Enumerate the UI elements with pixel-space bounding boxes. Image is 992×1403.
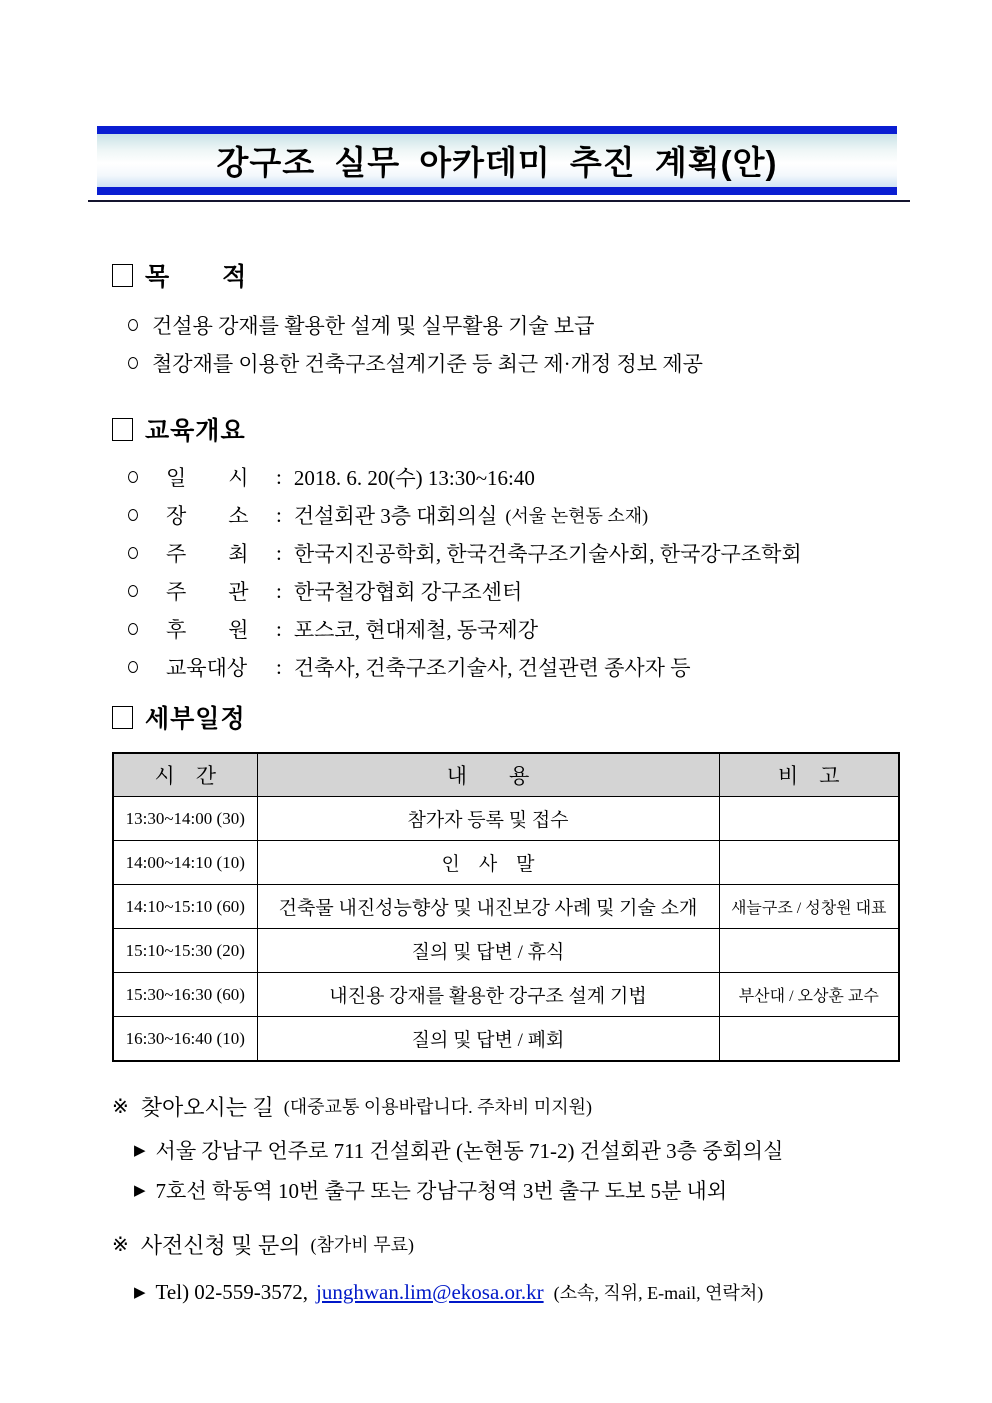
overview-item-value: 한국철강협회 강구조센터	[293, 580, 523, 604]
section-heading-schedule	[112, 702, 902, 732]
overview-item-colon: :	[276, 578, 282, 603]
directions-note: (대중교통 이용바랍니다. 주차비 미지원)	[283, 1097, 592, 1117]
overview-item-value: 2018. 6. 20(수) 13:30~16:40	[293, 466, 535, 490]
overview-item-value: 포스코, 현대제철, 동국제강	[293, 618, 538, 642]
registration-header	[112, 1228, 902, 1260]
overview-item	[128, 610, 902, 648]
section-purpose	[112, 260, 902, 382]
overview-item-label: 주 관	[166, 580, 249, 604]
remark-cell	[719, 1017, 899, 1062]
email-link[interactable]: junghwan.lim@ekosa.or.kr	[316, 1279, 544, 1304]
section-heading-purpose	[112, 260, 902, 290]
table-row	[113, 929, 899, 973]
section-registration	[112, 1228, 902, 1312]
circle-bullet-icon	[128, 585, 138, 597]
circle-bullet-icon	[128, 509, 138, 521]
remark-cell	[719, 797, 899, 841]
table-row	[113, 973, 899, 1017]
bullet-text: 건설용 강재를 활용한 설계 및 실무활용 기술 보급	[152, 314, 595, 338]
table-header-cell: 시 간	[113, 753, 257, 797]
directions-title: 찾아오시는 길	[140, 1094, 274, 1120]
purpose-bullet-item	[128, 306, 902, 344]
section-heading-overview	[112, 414, 902, 444]
arrow-bullet-icon: ▶	[134, 1142, 146, 1159]
remark-cell	[719, 841, 899, 885]
overview-item-label: 장 소	[166, 504, 249, 528]
table-header-cell: 내 용	[257, 753, 719, 797]
bullet-text: 철강재를 이용한 건축구조설계기준 등 최근 제·개정 정보 제공	[152, 352, 703, 376]
content-cell: 질의 및 답변 / 폐회	[257, 1017, 719, 1062]
table-row	[113, 885, 899, 929]
circle-bullet-icon	[128, 319, 138, 331]
reference-mark-icon: ※	[112, 1095, 129, 1118]
overview-item-colon: :	[276, 616, 282, 641]
arrow-bullet-icon: ▶	[134, 1284, 146, 1301]
section-title: 교육개요	[145, 417, 246, 445]
overview-item-label: 일 시	[166, 466, 249, 490]
direction-line	[134, 1130, 902, 1170]
table-row	[113, 797, 899, 841]
direction-line-list	[112, 1130, 902, 1210]
table-row	[113, 1017, 899, 1062]
table-header-cell: 비 고	[719, 753, 899, 797]
circle-bullet-icon	[128, 661, 138, 673]
overview-item-colon: :	[276, 654, 282, 679]
registration-title: 사전신청 및 문의	[140, 1232, 301, 1258]
square-bullet-icon	[112, 264, 133, 287]
overview-item	[128, 458, 902, 496]
remark-cell	[719, 929, 899, 973]
contact-line	[112, 1272, 902, 1312]
arrow-bullet-icon: ▶	[134, 1182, 146, 1199]
remark-cell: 부산대 / 오상훈 교수	[719, 973, 899, 1017]
overview-item-colon: :	[276, 464, 282, 489]
purpose-bullet-item	[128, 344, 902, 382]
overview-item-note: (서울 논현동 소재)	[505, 506, 649, 526]
circle-bullet-icon	[128, 357, 138, 369]
banner-underline	[88, 200, 910, 202]
table-header-row	[113, 753, 899, 797]
page-title: 강구조 실무 아카데미 추진 계획(안)	[216, 144, 778, 181]
section-title: 세부일정	[145, 705, 246, 733]
square-bullet-icon	[112, 706, 133, 729]
content-cell: 참가자 등록 및 접수	[257, 797, 719, 841]
direction-line-text: 7호선 학동역 10번 출구 또는 강남구청역 3번 출구 도보 5분 내외	[155, 1179, 728, 1203]
time-cell: 13:30~14:00 (30)	[113, 797, 257, 841]
directions-header	[112, 1090, 902, 1122]
direction-line-text: 서울 강남구 언주로 711 건설회관 (논현동 71-2) 건설회관 3층 중회의실	[155, 1139, 784, 1163]
time-cell: 16:30~16:40 (10)	[113, 1017, 257, 1062]
content-cell: 질의 및 답변 / 휴식	[257, 929, 719, 973]
overview-item	[128, 572, 902, 610]
overview-item	[128, 496, 902, 534]
overview-item-label: 주 최	[166, 542, 249, 566]
table-row	[113, 841, 899, 885]
banner-bottom-bar	[97, 187, 897, 195]
title-banner	[97, 126, 897, 195]
section-overview	[112, 414, 902, 686]
registration-note: (참가비 무료)	[310, 1235, 414, 1255]
square-bullet-icon	[112, 418, 133, 441]
contact-note: (소속, 직위, E-mail, 연락처)	[553, 1283, 764, 1303]
time-cell: 15:30~16:30 (60)	[113, 973, 257, 1017]
circle-bullet-icon	[128, 471, 138, 483]
banner-body	[97, 134, 897, 187]
content-cell: 내진용 강재를 활용한 강구조 설계 기법	[257, 973, 719, 1017]
circle-bullet-icon	[128, 623, 138, 635]
overview-item-value: 한국지진공학회, 한국건축구조기술사회, 한국강구조학회	[293, 542, 802, 566]
overview-item	[128, 534, 902, 572]
overview-item-label: 후 원	[166, 618, 249, 642]
time-cell: 14:10~15:10 (60)	[113, 885, 257, 929]
time-cell: 14:00~14:10 (10)	[113, 841, 257, 885]
banner-top-bar	[97, 126, 897, 134]
reference-mark-icon: ※	[112, 1233, 129, 1256]
overview-item-value: 건축사, 건축구조기술사, 건설관련 종사자 등	[293, 656, 691, 680]
section-directions	[112, 1090, 902, 1210]
remark-cell: 새늘구조 / 성창원 대표	[719, 885, 899, 929]
overview-item-colon: :	[276, 502, 282, 527]
schedule-table	[112, 752, 900, 1062]
section-schedule	[112, 702, 902, 1062]
table-body	[113, 797, 899, 1062]
purpose-bullet-list	[112, 306, 902, 382]
time-cell: 15:10~15:30 (20)	[113, 929, 257, 973]
direction-line	[134, 1170, 902, 1210]
overview-item-value: 건설회관 3층 대회의실	[293, 504, 498, 528]
overview-item-colon: :	[276, 540, 282, 565]
content-cell: 인 사 말	[257, 841, 719, 885]
telephone-text: Tel) 02-559-3572,	[155, 1279, 309, 1304]
overview-item	[128, 648, 902, 686]
overview-item-list	[112, 458, 902, 686]
section-title: 목 적	[145, 263, 248, 291]
content-cell: 건축물 내진성능향상 및 내진보강 사례 및 기술 소개	[257, 885, 719, 929]
circle-bullet-icon	[128, 547, 138, 559]
overview-item-label: 교육대상	[166, 656, 248, 680]
